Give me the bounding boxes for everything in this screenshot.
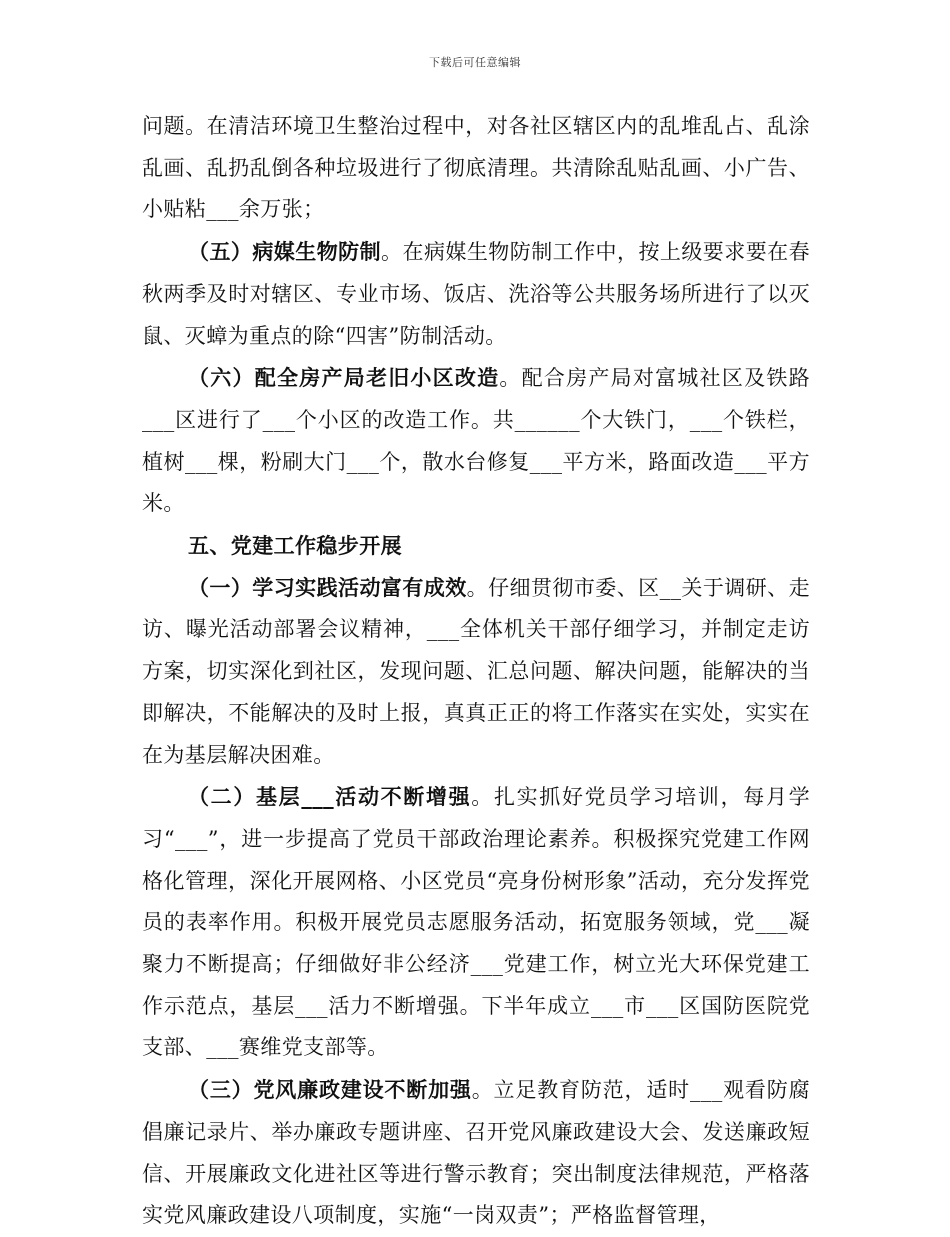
- paragraph-grassroots-activity: [142, 776, 810, 1069]
- section-lead: （六）配全房产局老旧小区改造: [188, 365, 500, 391]
- paragraph-text: 。立足教育防范，适时___观看防腐倡廉记录片、举办廉政专题讲座、召开党风廉政建设大会、发送廉政短信、开展廉政文化进社区等进行警示教育；突出制度法律规范，严格落实党风廉政建设八项制度，实施“一岗双责”；严格监督管理，: [142, 1078, 810, 1228]
- paragraph-text: 问题。在清洁环境卫生整治过程中，对各社区辖区内的乱堆乱占、乱涂乱画、乱扔乱倒各种垃圾进行了彻底清理。共清除乱贴乱画、小广告、小贴粘___余万张；: [142, 114, 810, 222]
- section-lead: （二）基层___活动不断增强: [188, 784, 472, 810]
- paragraph-sanitation: [142, 106, 810, 231]
- paragraph-text: 。配合房产局对富城社区及铁路___区进行了___个小区的改造工作。共______个大铁门，___个铁栏，植树___棵，粉刷大门___个，散水台修复___平方米，路面改造___平方米。: [142, 366, 810, 516]
- page-header: 下载后可任意编辑: [429, 56, 521, 69]
- paragraph-text: 。在病媒生物防制工作中，按上级要求要在春秋两季及时对辖区、专业市场、饭店、洗浴等公共服务场所进行了以灭鼠、灭蟑为重点的除“四害”防制活动。: [142, 240, 810, 348]
- section-lead: （五）病媒生物防制: [188, 239, 382, 265]
- paragraph-text: 。仔细贯彻市委、区__关于调研、走访、曝光活动部署会议精神，___全体机关干部仔细学习，并制定走访方案，切实深化到社区，发现问题、汇总问题、解决问题，能解决的当即解决，不能解决的及时上报，真真正正的将工作落实在实处，实实在在为基层解决困难。: [142, 575, 810, 767]
- section-heading: 五、党建工作稳步开展: [188, 533, 402, 559]
- section-lead: （三）党风廉政建设不断加强: [188, 1077, 472, 1103]
- paragraph-vector-control: [142, 231, 810, 357]
- paragraph-study-practice: [142, 567, 810, 777]
- paragraph-integrity-building: [142, 1069, 810, 1237]
- paragraph-old-community-renovation: [142, 357, 810, 525]
- document-body: [142, 106, 810, 1237]
- section-lead: （一）学习实践活动富有成效: [188, 574, 467, 600]
- paragraph-text: 。扎实抓好党员学习培训，每月学习“___”，进一步提高了党员干部政治理论素养。积极探究党建工作网格化管理，深化开展网格、小区党员“亮身份树形象”活动，充分发挥党员的表率作用。积极开展党员志愿服务活动，拓宽服务领域，党___凝聚力不断提高；仔细做好非公经济___党建工作，树立光大环保党建工作示范点，基层___活力不断增强。下半年成立___市___区国防医院党支部、___赛维党支部等。: [142, 785, 810, 1060]
